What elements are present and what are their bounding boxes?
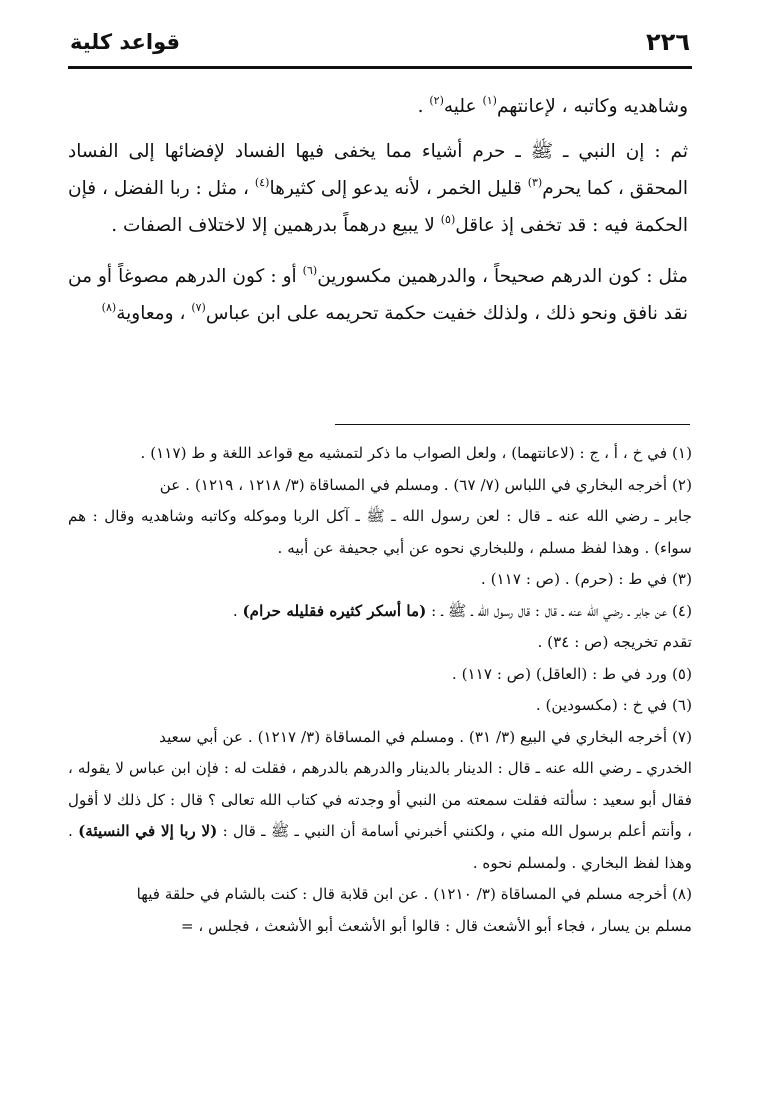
paragraph-3 bbox=[68, 258, 688, 332]
text: وشاهديه وكاتبه ، لإعانتهم bbox=[496, 96, 688, 117]
footnote-4 bbox=[68, 596, 692, 628]
footnote-5: (٥) ورد في ط : (العاقل) (ص : ١١٧) . bbox=[451, 664, 692, 683]
footnote-4-continued: تقدم تخريجه (ص : ٣٤) . bbox=[537, 633, 692, 651]
footnote-ref-4: (٤) bbox=[254, 176, 270, 189]
footnote-2 bbox=[68, 470, 692, 502]
footnote-ref-7: (٧) bbox=[191, 301, 206, 314]
text: عليه bbox=[443, 96, 483, 117]
book-title: قواعد كلية bbox=[70, 30, 180, 54]
page-header bbox=[68, 26, 692, 69]
text: ، مثل : ربا الفضل ، فإن الحكمة فيه : قد تخفى إذ عاقل bbox=[68, 178, 688, 236]
footnote-text: الخدري ـ رضي الله عنه ـ قال : الدينار بالدينار والدرهم بالدرهم ، فقلت له : فإن ابن عباس لا يقوله ، فقال أبو سعيد : سألته فقلت سمعته من النبي أو وجدته في كتاب الله تعالى ؟ قال : كل ذلك لا أقول ، وأنتم أعلم برسول الله مني ، ولكنني أخبرني أسامة أن النبي ـ ﷺ ـ قال : bbox=[68, 759, 693, 840]
footnote-8: (٨) أخرجه مسلم في المساقاة (٣/ ١٢١٠) . عن ابن قلابة قال : كنت بالشام في حلقة فيها bbox=[136, 885, 692, 903]
footnote-ref-6: (٦) bbox=[302, 264, 318, 277]
footnote-ref-1: (١) bbox=[482, 94, 497, 107]
footnote-divider bbox=[335, 424, 690, 425]
footnote-ref-5: (٥) bbox=[440, 213, 456, 226]
text: لا يبيع درهماً بدرهمين إلا لاختلاف الصفات . bbox=[111, 215, 441, 236]
text: . bbox=[417, 96, 430, 117]
text: ثم : إن النبي ـ ﷺ ـ حرم أشياء مما يخفى فيها الفساد لإفضائها إلى الفساد المحقق ، كما يحرم bbox=[68, 141, 688, 199]
hadith-quote: (ما أسكر كثيره فقليله حرام) bbox=[242, 601, 427, 620]
footnote-2-continued: جابر ـ رضي الله عنه ـ قال : لعن رسول الله ـ ﷺ ـ آكل الربا وموكله وكاتبه وشاهديه وقال : هم سواء) . وهذا لفظ مسلم ، وللبخاري نحوه عن أبي جحيفة عن أبيه . bbox=[68, 507, 692, 557]
footnote-ref-8: (٨) bbox=[101, 301, 117, 314]
footnote-7: (٧) أخرجه البخاري في البيع (٣/ ٣١) . ومسلم في المساقاة (٣/ ١٢١٧) . عن أبي سعيد bbox=[159, 727, 692, 746]
footnote-text: . bbox=[232, 601, 243, 620]
footnote-6: (٦) في خ : (مكسودين) . bbox=[535, 696, 692, 714]
text: قليل الخمر ، لأنه يدعو إلى كثيرها bbox=[269, 178, 528, 199]
footnote-text: (٤) عن جابر ـ رضي الله عنه ـ قال : قال رسول الله ـ ﷺ ـ : bbox=[426, 601, 692, 620]
footnote-3: (٣) في ط : (حرم) . (ص : ١١٧) . bbox=[480, 570, 692, 588]
hadith-quote: (لا ربا إلا في النسيئة) bbox=[78, 822, 218, 840]
footnote-7-continued bbox=[68, 753, 692, 879]
page-number: ٢٢٦ bbox=[646, 28, 690, 56]
footnote-text: . وهذا لفظ البخاري . ولمسلم نحوه . bbox=[68, 822, 692, 872]
paragraph-2 bbox=[68, 133, 688, 244]
main-text bbox=[68, 88, 688, 346]
footnote-1: (١) في خ ، أ ، ج : (لاعانتهما) ، ولعل الصواب ما ذكر لتمشيه مع قواعد اللغة و ط (١١٧) . bbox=[140, 444, 692, 462]
text: مثل : كون الدرهم صحيحاً ، والدرهمين مكسورين bbox=[317, 266, 688, 287]
footnotes bbox=[68, 438, 692, 942]
footnote-8-continued: مسلم بن يسار ، فجاء أبو الأشعث قال : قالوا أبو الأشعث أبو الأشعث ، فجلس ، = bbox=[180, 916, 692, 935]
paragraph-1 bbox=[68, 88, 688, 125]
text: أو : كون الدرهم مصوغاً أو من نقد نافق ونحو ذلك ، ولذلك خفيت حكمة تحريمه على ابن عباس bbox=[68, 266, 688, 324]
text: ، ومعاوية bbox=[116, 303, 192, 324]
footnote-ref-3: (٣) bbox=[527, 176, 543, 189]
footnote-text: (٢) أخرجه البخاري في اللباس (٧/ ٦٧) . ومسلم في المساقاة (٣/ ١٢١٨ ، ١٢١٩) . عن bbox=[159, 475, 692, 494]
footnote-ref-2: (٢) bbox=[429, 94, 444, 107]
